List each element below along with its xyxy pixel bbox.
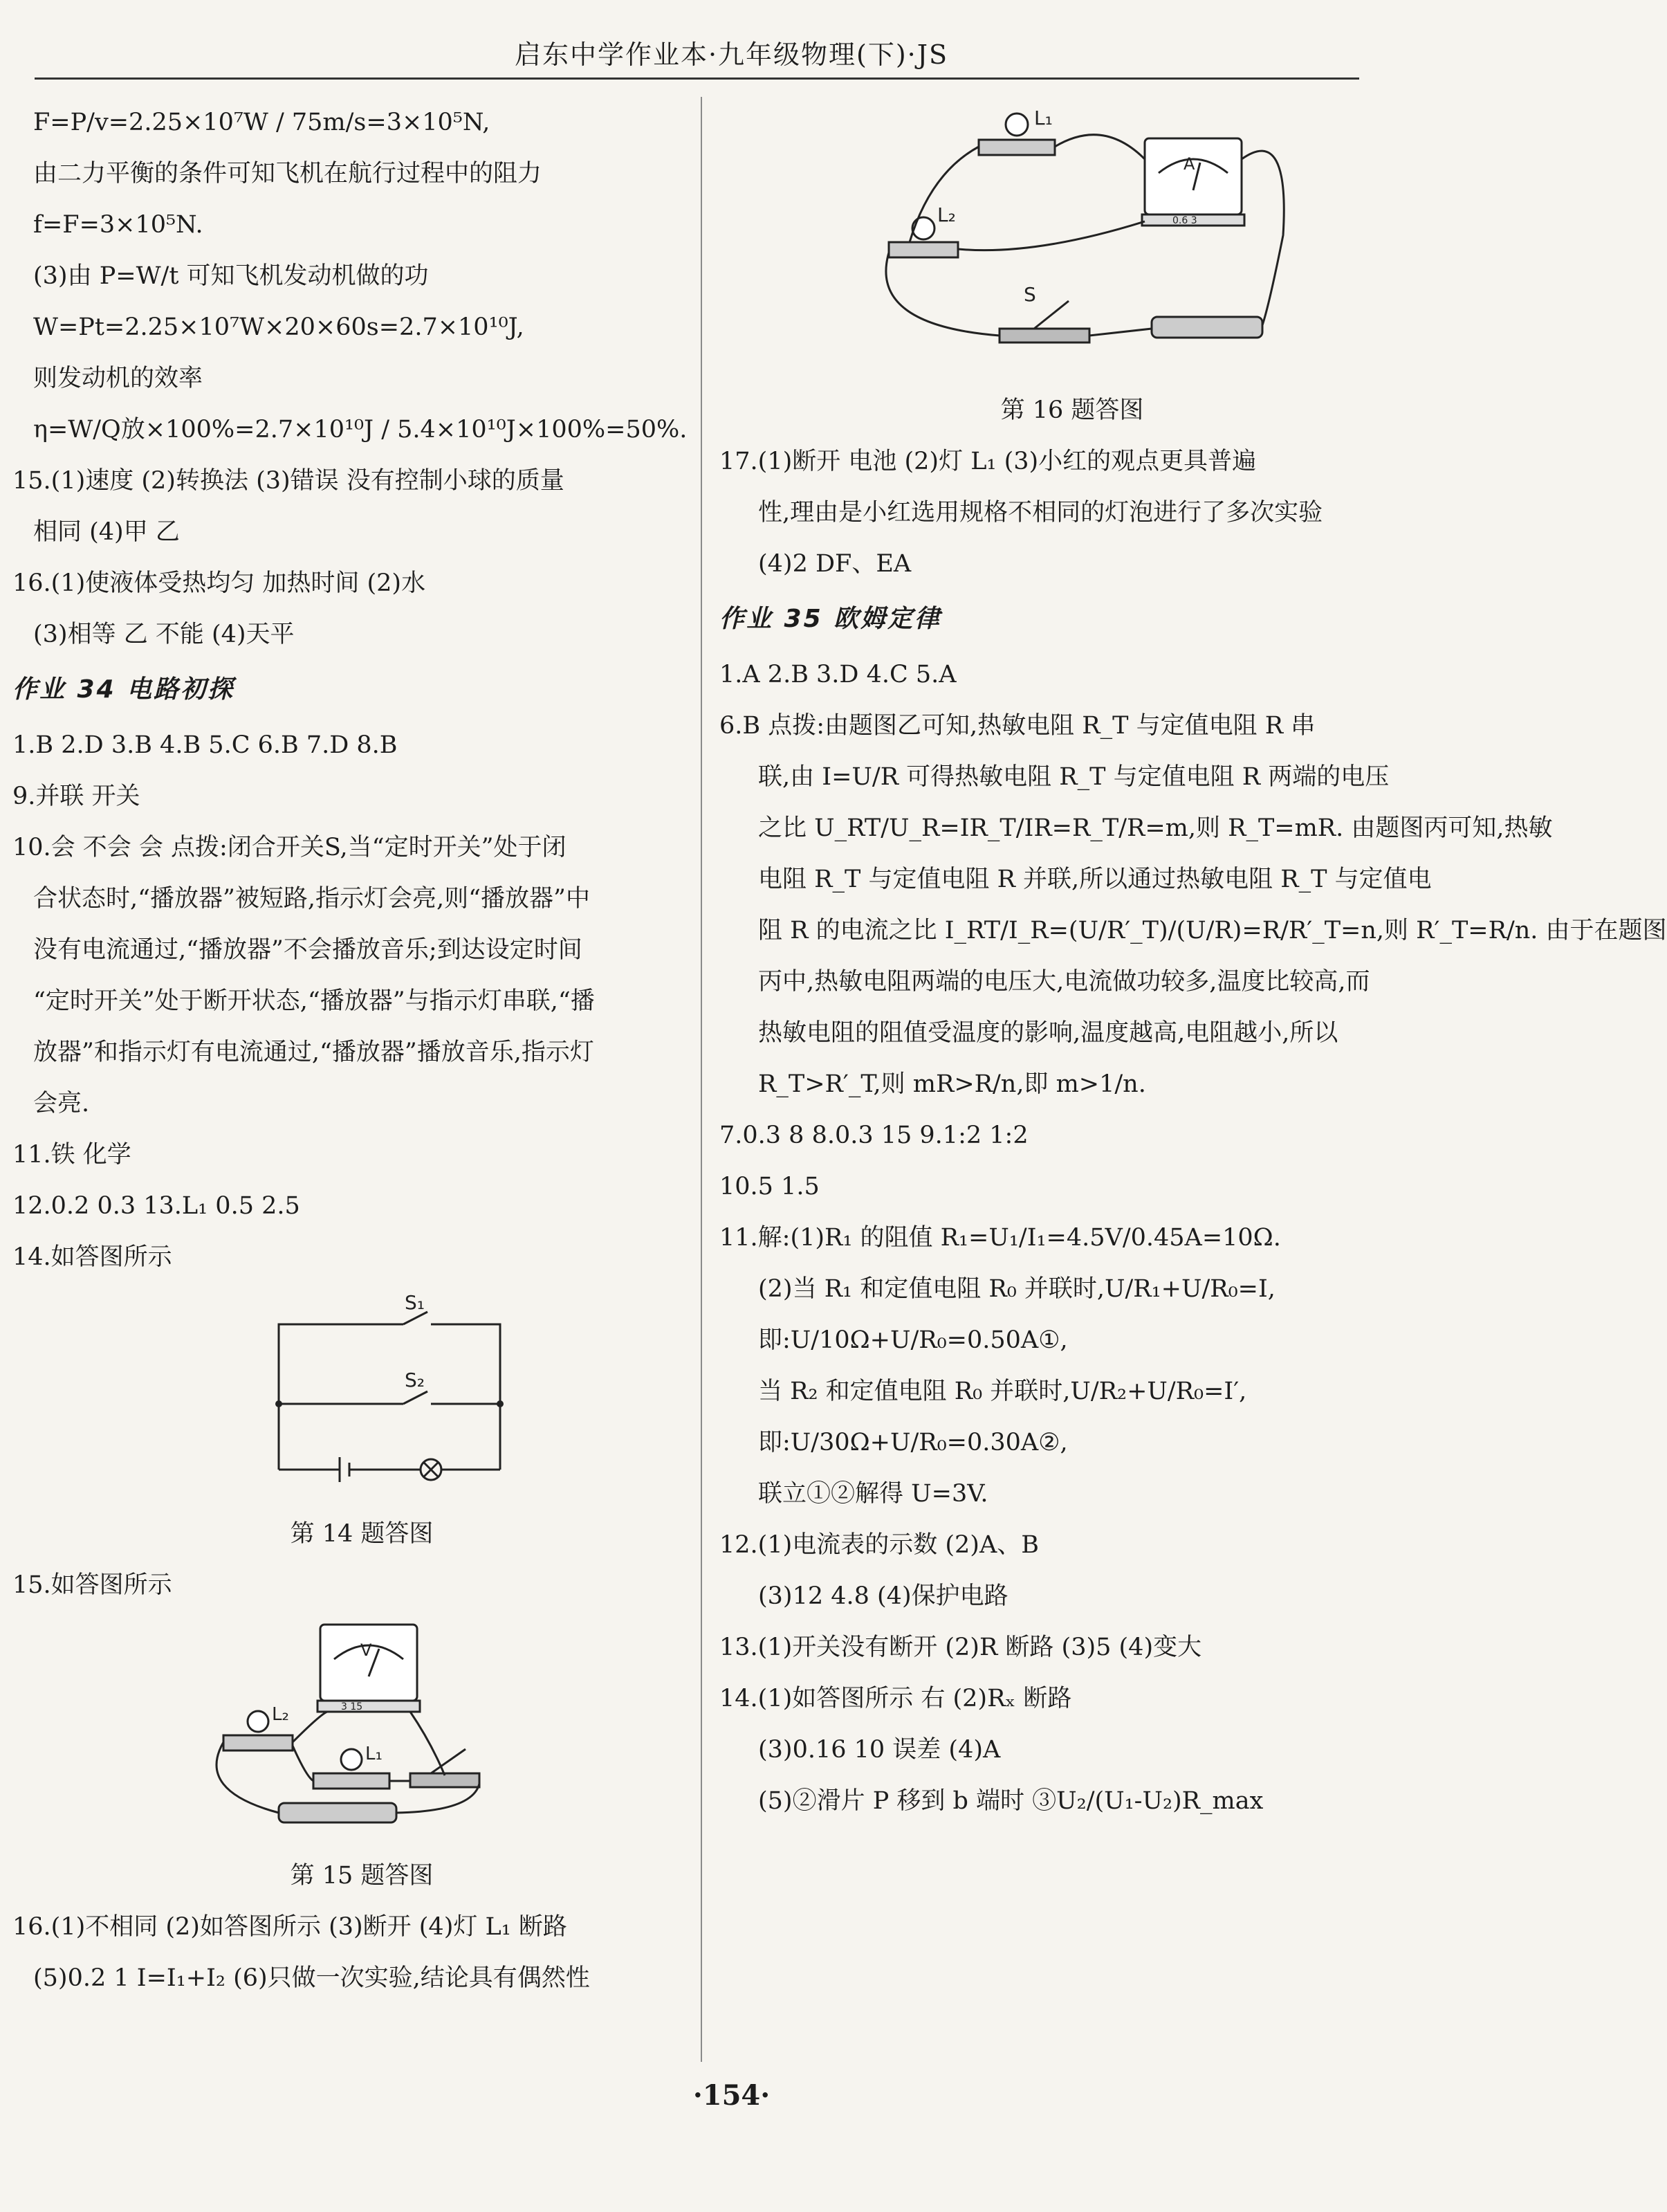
circuit-diagram-14	[182, 1283, 542, 1490]
answer-line: 7.0.3 8 8.0.3 15 9.1:2 1:2	[719, 1122, 1029, 1149]
voltmeter-scale: 3 15	[341, 1701, 363, 1712]
header-rule	[35, 77, 1359, 80]
answer-line: 11.铁 化学	[12, 1141, 131, 1169]
answer-line: 13.(1)开关没有断开 (2)R 断路 (3)5 (4)变大	[719, 1634, 1202, 1661]
answer-line: (3)相等 乙 不能 (4)天平	[33, 621, 295, 648]
answer-line: (3)0.16 10 误差 (4)A	[758, 1736, 1001, 1764]
page-header: 启东中学作业本·九年级物理(下)·JS	[514, 39, 949, 70]
bulb-l1-label: L₁	[365, 1744, 383, 1764]
answer-line: 阻 R 的电流之比 I_RT/I_R=(U/R′_T)/(U/R)=R/R′_T=n,则 R′_T=R/n. 由于在题图	[758, 917, 1667, 944]
answer-line: 没有电流通过,“播放器”不会播放音乐;到达设定时间	[33, 936, 582, 964]
answer-line: 丙中,热敏电阻两端的电压大,电流做功较多,温度比较高,而	[758, 968, 1370, 996]
text-line: η=W/Q放×100%=2.7×10¹⁰J / 5.4×10¹⁰J×100%=50%.	[33, 416, 688, 444]
ammeter-label: A	[1184, 154, 1195, 174]
answer-line: R_T>R′_T,则 mR>R/n,即 m>1/n.	[758, 1070, 1146, 1098]
answer-line: 放器”和指示灯有电流通过,“播放器”播放音乐,指示灯	[33, 1039, 594, 1066]
ammeter-scale: 0.6 3	[1172, 215, 1197, 226]
text-line: 由二力平衡的条件可知飞机在航行过程中的阻力	[33, 160, 542, 188]
circuit-diagram-15	[182, 1611, 542, 1832]
answer-line: 10.5 1.5	[719, 1173, 820, 1200]
answer-line: 即:U/30Ω+U/R₀=0.30A②,	[758, 1429, 1068, 1456]
figure-caption: 第 15 题答图	[290, 1862, 434, 1890]
left-column	[12, 97, 690, 2004]
answer-line: 即:U/10Ω+U/R₀=0.50A①,	[758, 1326, 1068, 1354]
answer-line: 电阻 R_T 与定值电阻 R 并联,所以通过热敏电阻 R_T 与定值电	[758, 866, 1432, 893]
answer-line: 1.B 2.D 3.B 4.B 5.C 6.B 7.D 8.B	[12, 731, 398, 759]
answer-line: 6.B 点拨:由题图乙可知,热敏电阻 R_T 与定值电阻 R 串	[719, 712, 1316, 740]
answer-line: 17.(1)断开 电池 (2)灯 L₁ (3)小红的观点更具普遍	[719, 448, 1257, 475]
answer-line: (5)0.2 1 I=I₁+I₂ (6)只做一次实验,结论具有偶然性	[33, 1964, 590, 1992]
switch-s-label: S	[1024, 283, 1036, 306]
answer-line: 热敏电阻的阻值受温度的影响,温度越高,电阻越小,所以	[758, 1019, 1338, 1047]
bulb-l1-label: L₁	[1034, 107, 1053, 129]
figure-15	[33, 1611, 690, 1850]
answer-line: (2)当 R₁ 和定值电阻 R₀ 并联时,U/R₁+U/R₀=I,	[758, 1275, 1275, 1303]
answer-line: (3)12 4.8 (4)保护电路	[758, 1582, 1009, 1610]
answer-line: 联,由 I=U/R 可得热敏电阻 R_T 与定值电阻 R 两端的电压	[758, 763, 1390, 791]
text-line: W=Pt=2.25×10⁷W×20×60s=2.7×10¹⁰J,	[33, 313, 524, 341]
bulb-l2-label: L₂	[937, 203, 956, 226]
answer-line: 1.A 2.B 3.D 4.C 5.A	[719, 661, 957, 688]
answer-line: 联立①②解得 U=3V.	[758, 1480, 988, 1508]
figure-caption: 第 14 题答图	[290, 1520, 434, 1548]
answer-line: 14.(1)如答图所示 右 (2)Rₓ 断路	[719, 1685, 1072, 1712]
text-line: F=P/v=2.25×10⁷W / 75m/s=3×10⁵N,	[33, 109, 490, 136]
switch-s2-label: S₂	[405, 1369, 425, 1391]
answer-line: 16.(1)使液体受热均匀 加热时间 (2)水	[12, 569, 426, 597]
answer-line: 12.(1)电流表的示数 (2)A、B	[719, 1531, 1039, 1559]
answer-line: 性,理由是小红选用规格不相同的灯泡进行了多次实验	[758, 499, 1323, 527]
answer-line: 16.(1)不相同 (2)如答图所示 (3)断开 (4)灯 L₁ 断路	[12, 1913, 567, 1941]
text-line: (3)由 P=W/t 可知飞机发动机做的功	[33, 262, 429, 290]
section-heading: 作业 34 电路初探	[12, 675, 235, 704]
answer-line: 15.如答图所示	[12, 1571, 172, 1599]
answer-line: 相同 (4)甲 乙	[33, 518, 180, 546]
answer-line: 15.(1)速度 (2)转换法 (3)错误 没有控制小球的质量	[12, 467, 564, 495]
answer-line: 会亮.	[33, 1090, 90, 1117]
column-divider	[701, 97, 702, 2062]
figure-caption: 第 16 题答图	[1000, 396, 1144, 424]
answer-line: (5)②滑片 P 移到 b 端时 ③U₂/(U₁-U₂)R_max	[758, 1787, 1264, 1815]
answer-line: “定时开关”处于断开状态,“播放器”与指示灯串联,“播	[33, 987, 595, 1015]
text-line: f=F=3×10⁵N.	[33, 211, 203, 239]
switch-s1-label: S₁	[405, 1291, 425, 1314]
section-heading: 作业 35 欧姆定律	[719, 605, 942, 633]
answer-line: 合状态时,“播放器”被短路,指示灯会亮,则“播放器”中	[33, 885, 590, 913]
bulb-l2-label: L₂	[272, 1704, 289, 1725]
figure-14	[33, 1283, 690, 1508]
answer-line: 14.如答图所示	[12, 1243, 172, 1271]
answer-line: 10.会 不会 会 点拨:闭合开关S,当“定时开关”处于闭	[12, 834, 567, 861]
circuit-diagram-16	[868, 97, 1297, 367]
figure-16	[740, 97, 1425, 385]
answer-line: 之比 U_RT/U_R=IR_T/IR=R_T/R=m,则 R_T=mR. 由题图丙可知,热敏	[758, 814, 1553, 842]
right-column	[719, 97, 1667, 1827]
text-line: 则发动机的效率	[33, 365, 203, 392]
answer-line: 12.0.2 0.3 13.L₁ 0.5 2.5	[12, 1192, 300, 1220]
page-number: ·154·	[692, 2079, 771, 2112]
answer-line: 当 R₂ 和定值电阻 R₀ 并联时,U/R₂+U/R₀=I′,	[758, 1378, 1247, 1405]
answer-line: 9.并联 开关	[12, 783, 140, 810]
answer-line: (4)2 DF、EA	[758, 550, 912, 578]
answer-line: 11.解:(1)R₁ 的阻值 R₁=U₁/I₁=4.5V/0.45A=10Ω.	[719, 1224, 1281, 1252]
voltmeter-label: V	[360, 1640, 372, 1660]
